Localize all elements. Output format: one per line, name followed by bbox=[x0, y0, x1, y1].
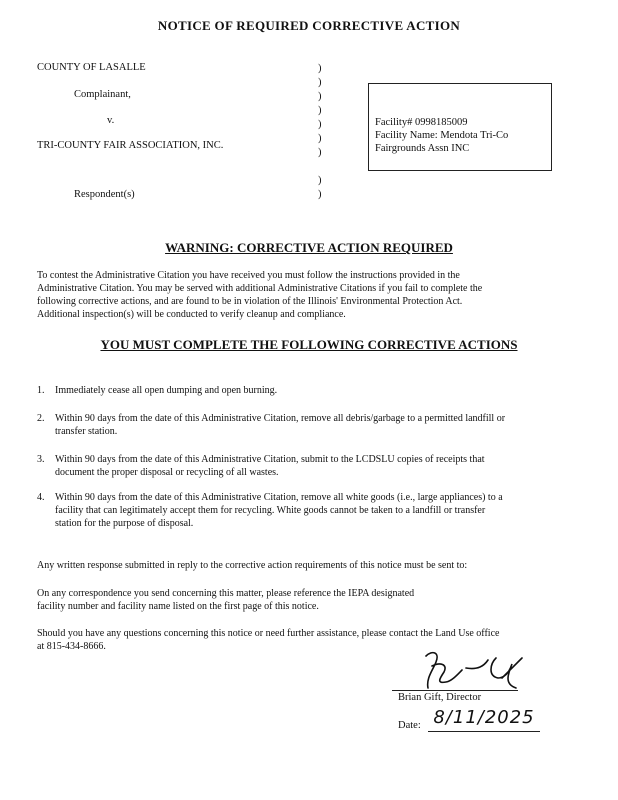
correspondence-line: On any correspondence you send concerning this matter, please reference the IEPA designated bbox=[37, 588, 415, 599]
action-number: 1. bbox=[37, 385, 45, 396]
questions-line: at 815-434-8666. bbox=[37, 641, 106, 652]
notice-title: NOTICE OF REQUIRED CORRECTIVE ACTION bbox=[157, 18, 461, 33]
action-item bbox=[37, 384, 597, 398]
signature-image bbox=[418, 648, 528, 694]
action-text: Within 90 days from the date of this Administrative Citation, remove all debris/garbage to a permitted landfill or bbox=[55, 413, 506, 424]
action-item bbox=[37, 412, 597, 440]
action-item bbox=[37, 453, 597, 481]
caption-parentheses: ) ) ) ) ) ) ) ) ) bbox=[318, 63, 322, 200]
versus-label: v. bbox=[107, 115, 115, 126]
action-text: station for the purpose of disposal. bbox=[55, 518, 194, 529]
correspondence-note bbox=[37, 587, 597, 613]
complainant-name: COUNTY OF LASALLE bbox=[37, 62, 146, 73]
warning-line: To contest the Administrative Citation you have received you must follow the instructions provided in the bbox=[37, 270, 460, 281]
facility-name-line-1: Facility Name: Mendota Tri-Co bbox=[375, 130, 509, 141]
action-text: Immediately cease all open dumping and open burning. bbox=[55, 385, 278, 396]
action-item bbox=[37, 491, 597, 531]
questions-line: Should you have any questions concerning this notice or need further assistance, please contact the Land Use office bbox=[37, 628, 500, 639]
warning-heading: WARNING: CORRECTIVE ACTION REQUIRED bbox=[165, 240, 453, 255]
action-text: transfer station. bbox=[55, 426, 118, 437]
warning-line: Additional inspection(s) will be conducted to verify cleanup and compliance. bbox=[37, 309, 346, 320]
written-response-note: Any written response submitted in reply to the corrective action requirements of this notice must be sent to: bbox=[37, 560, 468, 571]
action-text: document the proper disposal or recycling of all wastes. bbox=[55, 467, 279, 478]
date-value: 8/11/2025 bbox=[428, 707, 540, 732]
correspondence-line: facility number and facility name listed on the first page of this notice. bbox=[37, 601, 319, 612]
action-text: Within 90 days from the date of this Administrative Citation, remove all white goods (i.e., large appliances) to a bbox=[55, 492, 503, 503]
facility-number: Facility# 0998185009 bbox=[375, 117, 468, 128]
facility-box bbox=[368, 83, 552, 171]
action-number: 4. bbox=[37, 492, 45, 503]
complainant-label: Complainant, bbox=[74, 89, 131, 100]
action-text: Within 90 days from the date of this Administrative Citation, submit to the LCDSLU copies of receipts that bbox=[55, 454, 485, 465]
warning-paragraph bbox=[37, 269, 582, 321]
actions-heading: YOU MUST COMPLETE THE FOLLOWING CORRECTIVE ACTIONS bbox=[100, 337, 518, 352]
action-number: 3. bbox=[37, 454, 45, 465]
signature-line bbox=[392, 690, 518, 691]
warning-line: Administrative Citation. You may be served with additional Administrative Citations if you fail to complete the bbox=[37, 283, 483, 294]
facility-name-line-2: Fairgrounds Assn INC bbox=[375, 143, 470, 154]
action-number: 2. bbox=[37, 413, 45, 424]
respondent-name: TRI-COUNTY FAIR ASSOCIATION, INC. bbox=[37, 140, 224, 151]
respondent-label: Respondent(s) bbox=[74, 189, 135, 200]
date-label: Date: bbox=[398, 720, 421, 731]
signer-name: Brian Gift, Director bbox=[398, 692, 482, 703]
action-text: facility that can legitimately accept them for recycling. White goods cannot be taken to a landfill or transfer bbox=[55, 505, 486, 516]
warning-line: following corrective actions, and are found to be in violation of the Illinois' Environmental Protection Act. bbox=[37, 296, 463, 307]
